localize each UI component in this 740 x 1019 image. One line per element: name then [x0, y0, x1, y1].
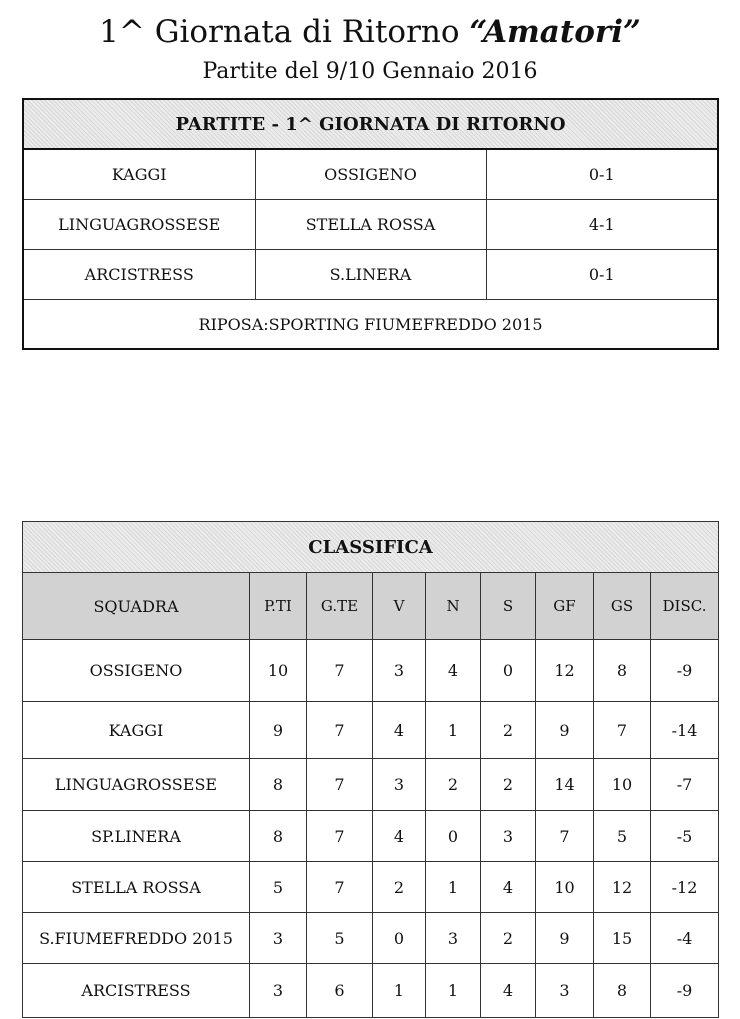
column-header-sconfitte: S: [481, 573, 536, 640]
standings-row: [23, 964, 719, 1018]
stat-cell: 10: [536, 862, 594, 913]
stat-cell: 3: [426, 913, 481, 964]
stat-cell: 7: [307, 640, 373, 702]
standings-row: [23, 862, 719, 913]
match-row: [23, 200, 718, 250]
stat-cell: 3: [481, 811, 536, 862]
team-name: LINGUAGROSSESE: [23, 759, 250, 811]
column-header-giocate: G.TE: [307, 573, 373, 640]
stat-cell: 3: [536, 964, 594, 1018]
stat-cell: 7: [307, 702, 373, 759]
stat-cell: -14: [651, 702, 719, 759]
stat-cell: 1: [426, 702, 481, 759]
match-away-team: STELLA ROSSA: [255, 200, 486, 250]
stat-cell: 7: [307, 759, 373, 811]
resting-team: RIPOSA:SPORTING FIUMEFREDDO 2015: [23, 300, 718, 350]
match-row: [23, 149, 718, 200]
stat-cell: 1: [426, 862, 481, 913]
stat-cell: 7: [536, 811, 594, 862]
standings-row: [23, 640, 719, 702]
title-accent: “Amatori”: [469, 14, 641, 50]
standings-row: [23, 913, 719, 964]
column-header-vinte: V: [373, 573, 426, 640]
stat-cell: 2: [481, 913, 536, 964]
standings-table: [22, 521, 719, 1018]
match-home-team: LINGUAGROSSESE: [23, 200, 255, 250]
team-name: ARCISTRESS: [23, 964, 250, 1018]
column-header-punti: P.TI: [250, 573, 307, 640]
standings-row: [23, 702, 719, 759]
match-score: 4-1: [486, 200, 718, 250]
stat-cell: 0: [373, 913, 426, 964]
stat-cell: -9: [651, 640, 719, 702]
matches-table: [22, 98, 719, 350]
stat-cell: -12: [651, 862, 719, 913]
stat-cell: 1: [426, 964, 481, 1018]
matches-heading: PARTITE - 1^ GIORNATA DI RITORNO: [23, 99, 718, 149]
stat-cell: 10: [594, 759, 651, 811]
stat-cell: 8: [594, 640, 651, 702]
stat-cell: 3: [373, 759, 426, 811]
column-header-gol-subiti: GS: [594, 573, 651, 640]
standings-heading: CLASSIFICA: [23, 522, 719, 573]
stat-cell: 5: [594, 811, 651, 862]
team-name: STELLA ROSSA: [23, 862, 250, 913]
stat-cell: -5: [651, 811, 719, 862]
stat-cell: 0: [481, 640, 536, 702]
stat-cell: 9: [250, 702, 307, 759]
stat-cell: 14: [536, 759, 594, 811]
standings-row: [23, 759, 719, 811]
stat-cell: 3: [250, 964, 307, 1018]
stat-cell: 4: [426, 640, 481, 702]
team-name: SP.LINERA: [23, 811, 250, 862]
stat-cell: 8: [594, 964, 651, 1018]
match-home-team: KAGGI: [23, 149, 255, 200]
stat-cell: 9: [536, 702, 594, 759]
stat-cell: 3: [373, 640, 426, 702]
stat-cell: 15: [594, 913, 651, 964]
stat-cell: 8: [250, 811, 307, 862]
stat-cell: 6: [307, 964, 373, 1018]
match-row: [23, 250, 718, 300]
column-header-disciplina: DISC.: [651, 573, 719, 640]
stat-cell: 4: [481, 862, 536, 913]
stat-cell: 3: [250, 913, 307, 964]
team-name: KAGGI: [23, 702, 250, 759]
title-main: 1^ Giornata di Ritorno: [99, 14, 470, 50]
stat-cell: 7: [594, 702, 651, 759]
stat-cell: 1: [373, 964, 426, 1018]
stat-cell: 2: [373, 862, 426, 913]
match-away-team: OSSIGENO: [255, 149, 486, 200]
team-name: OSSIGENO: [23, 640, 250, 702]
column-header-gol-fatti: GF: [536, 573, 594, 640]
stat-cell: 7: [307, 811, 373, 862]
stat-cell: 5: [307, 913, 373, 964]
stat-cell: 12: [536, 640, 594, 702]
match-away-team: S.LINERA: [255, 250, 486, 300]
stat-cell: 4: [373, 702, 426, 759]
stat-cell: -9: [651, 964, 719, 1018]
stat-cell: 4: [481, 964, 536, 1018]
stat-cell: 8: [250, 759, 307, 811]
column-header-nulle: N: [426, 573, 481, 640]
stat-cell: 2: [481, 702, 536, 759]
stat-cell: 5: [250, 862, 307, 913]
column-header-squadra: SQUADRA: [23, 573, 250, 640]
stat-cell: 4: [373, 811, 426, 862]
match-score: 0-1: [486, 250, 718, 300]
team-name: S.FIUMEFREDDO 2015: [23, 913, 250, 964]
stat-cell: 7: [307, 862, 373, 913]
stat-cell: 9: [536, 913, 594, 964]
stat-cell: 12: [594, 862, 651, 913]
stat-cell: 0: [426, 811, 481, 862]
stat-cell: 2: [426, 759, 481, 811]
stat-cell: -7: [651, 759, 719, 811]
match-home-team: ARCISTRESS: [23, 250, 255, 300]
match-score: 0-1: [486, 149, 718, 200]
stat-cell: -4: [651, 913, 719, 964]
standings-column-headers: [23, 573, 719, 640]
page-title: [0, 12, 740, 52]
stat-cell: 10: [250, 640, 307, 702]
standings-row: [23, 811, 719, 862]
stat-cell: 2: [481, 759, 536, 811]
page-subtitle: Partite del 9/10 Gennaio 2016: [202, 59, 538, 84]
